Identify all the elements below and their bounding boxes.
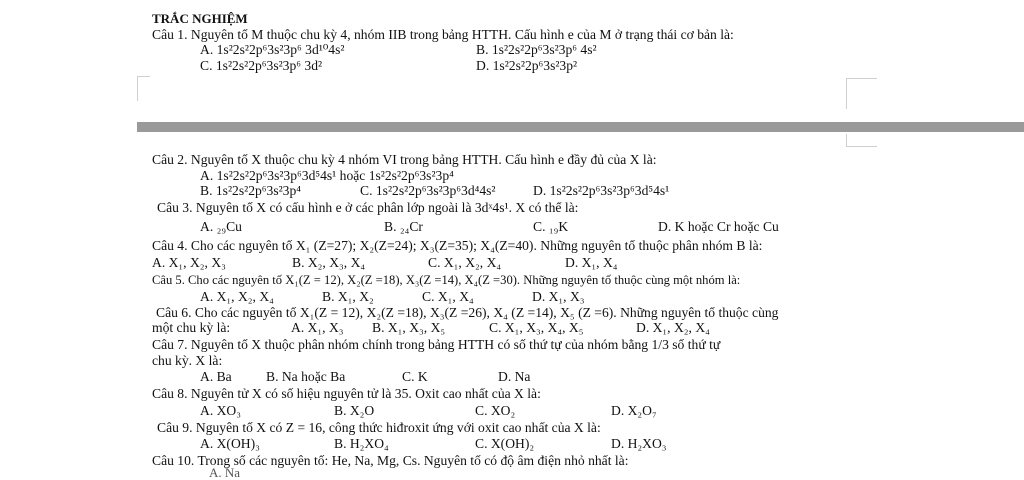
frame-corner <box>137 76 150 101</box>
question-3-option-c: C. ₁₉K <box>533 219 569 234</box>
question-2-stem: Câu 2. Nguyên tố X thuộc chu kỳ 4 nhóm VI trong bảng HTTH. Cấu hình e đầy đủ của X là: <box>152 152 657 167</box>
question-4-option-a: A. X₁, X₂, X₃ <box>152 255 226 270</box>
question-8-stem: Câu 8. Nguyên tử X có số hiệu nguyên tử là 35. Oxit cao nhất của X là: <box>152 386 541 401</box>
question-7-option-a: A. Ba <box>200 369 232 384</box>
frame-corner <box>846 78 877 109</box>
question-3-option-d: D. K hoặc Cr hoặc Cu <box>658 219 779 234</box>
question-4-option-b: B. X₂, X₃, X₄ <box>292 255 366 270</box>
question-8-option-c: C. XO₂ <box>475 403 516 418</box>
page-separator <box>137 122 1024 132</box>
question-2-option-a: A. 1s²2s²2p⁶3s²3p⁶3d⁵4s¹ hoặc 1s²2s²2p⁶3s²3p⁴ <box>200 168 454 183</box>
question-9-option-d: D. H₂XO₃ <box>611 436 667 451</box>
question-8-option-b: B. X₂O <box>334 403 375 418</box>
question-9-option-a: A. X(OH)₃ <box>200 436 260 451</box>
question-1-stem: Câu 1. Nguyên tố M thuộc chu kỳ 4, nhóm IIB trong bảng HTTH. Cấu hình e của M ở trạng thái cơ bản là: <box>152 27 734 42</box>
question-7-option-d: D. Na <box>498 369 531 384</box>
question-7-stem-continued: chu kỳ. X là: <box>152 353 223 368</box>
question-1-option-d: D. 1s²2s²2p⁶3s²3p² <box>476 58 578 73</box>
question-6-option-a: A. X₁, X₃ <box>291 320 344 335</box>
question-10-stem: Câu 10. Trong số các nguyên tố: He, Na, Mg, Cs. Nguyên tố có độ âm điện nhỏ nhất là: <box>152 453 629 468</box>
question-4-option-d: D. X₁, X₄ <box>565 255 618 270</box>
question-9-stem: Câu 9. Nguyên tố X có Z = 16, công thức hiđroxit ứng với oxit cao nhất của X là: <box>157 420 601 435</box>
question-6-stem-continued: một chu kỳ là: <box>152 320 231 335</box>
question-5-stem: Câu 5. Cho các nguyên tố X₁(Z = 12), X₂(Z =18), X₃(Z =14), X₄(Z =30). Những nguyên tố thuộc cùng một nhóm là: <box>152 273 741 287</box>
question-8-option-d: D. X₂O₇ <box>611 403 657 418</box>
question-1-option-b: B. 1s²2s²2p⁶3s²3p⁶ 4s² <box>476 42 597 57</box>
question-2-option-c: C. 1s²2s²2p⁶3s²3p⁶3d⁴4s² <box>360 183 496 198</box>
question-5-option-a: A. X₁, X₂, X₄ <box>200 289 274 304</box>
question-2-option-d: D. 1s²2s²2p⁶3s²3p⁶3d⁵4s¹ <box>533 183 670 198</box>
question-6-option-c: C. X₁, X₃, X₄, X₅ <box>489 320 584 335</box>
frame-corner <box>846 134 877 147</box>
question-6-option-d: D. X₁, X₂, X₄ <box>636 320 710 335</box>
question-10-option-a: A. Na <box>209 465 241 480</box>
question-3-option-a: A. ₂₉Cu <box>200 219 242 234</box>
question-7-option-c: C. K <box>402 369 428 384</box>
question-3-option-b: B. ₂₄Cr <box>384 219 423 234</box>
question-1-option-a: A. 1s²2s²2p⁶3s²3p⁶ 3d¹⁰4s² <box>200 42 345 57</box>
question-7-option-b: B. Na hoặc Ba <box>266 369 346 384</box>
question-7-stem: Câu 7. Nguyên tố X thuộc phân nhóm chính trong bảng HTTH có số thứ tự của nhóm bằng 1/3 số thứ tự <box>152 337 721 352</box>
question-9-option-b: B. H₂XO₄ <box>334 436 389 451</box>
question-2-option-b: B. 1s²2s²2p⁶3s²3p⁴ <box>200 183 302 198</box>
question-6-option-b: B. X₁, X₃, X₅ <box>372 320 446 335</box>
question-5-option-c: C. X₁, X₄ <box>422 289 474 304</box>
question-3-stem: Câu 3. Nguyên tố X có cấu hình e ở các phân lớp ngoài là 3dˣ4s¹. X có thể là: <box>157 200 579 215</box>
question-6-stem: Câu 6. Cho các nguyên tố X₁(Z = 12), X₂(Z =18), X₃(Z =26), X₄ (Z =14), X₅ (Z =6). Những nguyên tố thuộc cùng <box>156 305 779 320</box>
question-1-option-c: C. 1s²2s²2p⁶3s²3p⁶ 3d² <box>200 58 323 73</box>
section-title: TRẮC NGHIỆM <box>152 11 248 26</box>
question-5-option-d: D. X₁, X₃ <box>532 289 585 304</box>
question-4-option-c: C. X₁, X₂, X₄ <box>428 255 502 270</box>
question-5-option-b: B. X₁, X₂ <box>322 289 374 304</box>
question-8-option-a: A. XO₃ <box>200 403 241 418</box>
question-4-stem: Câu 4. Cho các nguyên tố X₁ (Z=27); X₂(Z=24); X₃(Z=35); X₄(Z=40). Những nguyên tố thuộc phân nhóm B là: <box>152 238 763 253</box>
question-9-option-c: C. X(OH)₂ <box>475 436 535 451</box>
